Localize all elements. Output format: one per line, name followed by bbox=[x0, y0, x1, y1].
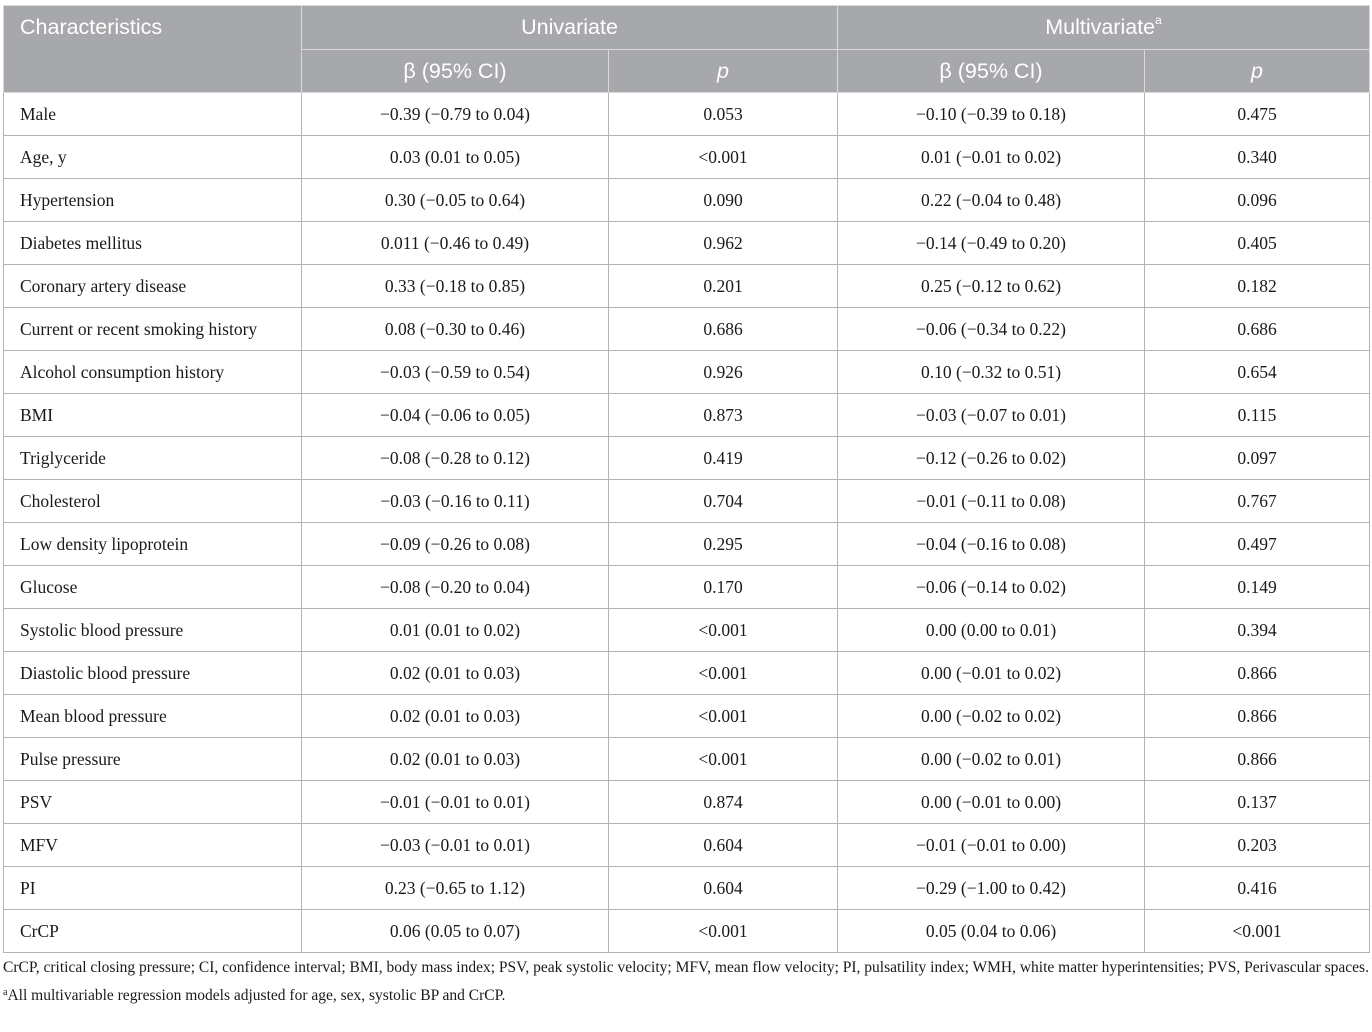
univariate-p-value: 0.053 bbox=[609, 93, 838, 136]
table-row bbox=[4, 910, 1370, 953]
univariate-p-value: 0.926 bbox=[609, 351, 838, 394]
univariate-p-value: 0.604 bbox=[609, 824, 838, 867]
multivariate-p-value: <0.001 bbox=[1145, 910, 1370, 953]
univariate-beta-ci: 0.02 (0.01 to 0.03) bbox=[302, 738, 609, 781]
row-label: CrCP bbox=[4, 910, 302, 953]
univariate-beta-ci: 0.23 (−0.65 to 1.12) bbox=[302, 867, 609, 910]
multivariate-beta-ci: −0.03 (−0.07 to 0.01) bbox=[838, 394, 1145, 437]
multivariate-beta-ci: 0.00 (−0.02 to 0.01) bbox=[838, 738, 1145, 781]
multivariate-beta-ci: −0.10 (−0.39 to 0.18) bbox=[838, 93, 1145, 136]
multivariate-p-value: 0.149 bbox=[1145, 566, 1370, 609]
multivariate-p-value: 0.686 bbox=[1145, 308, 1370, 351]
table-row bbox=[4, 867, 1370, 910]
univariate-beta-ci: −0.03 (−0.16 to 0.11) bbox=[302, 480, 609, 523]
multivariate-beta-ci: −0.01 (−0.01 to 0.00) bbox=[838, 824, 1145, 867]
row-label: Coronary artery disease bbox=[4, 265, 302, 308]
multivariate-p-value: 0.866 bbox=[1145, 695, 1370, 738]
univariate-beta-ci: −0.39 (−0.79 to 0.04) bbox=[302, 93, 609, 136]
multivariate-p-value: 0.497 bbox=[1145, 523, 1370, 566]
table-row bbox=[4, 93, 1370, 136]
multivariate-beta-ci: 0.05 (0.04 to 0.06) bbox=[838, 910, 1145, 953]
header-uni-beta: β (95% CI) bbox=[302, 50, 609, 93]
row-label: Cholesterol bbox=[4, 480, 302, 523]
univariate-beta-ci: 0.33 (−0.18 to 0.85) bbox=[302, 265, 609, 308]
multivariate-beta-ci: −0.29 (−1.00 to 0.42) bbox=[838, 867, 1145, 910]
univariate-beta-ci: 0.02 (0.01 to 0.03) bbox=[302, 652, 609, 695]
univariate-beta-ci: 0.06 (0.05 to 0.07) bbox=[302, 910, 609, 953]
multivariate-beta-ci: −0.12 (−0.26 to 0.02) bbox=[838, 437, 1145, 480]
footnote-abbreviations: CrCP, critical closing pressure; CI, confidence interval; BMI, body mass index; PSV, peak systolic velocity; MFV, mean flow velocity; PI, pulsatility index; WMH, white matter hyperintensities; PVS, Perivascular spaces. bbox=[3, 959, 1369, 976]
multivariate-beta-ci: 0.22 (−0.04 to 0.48) bbox=[838, 179, 1145, 222]
univariate-p-value: 0.170 bbox=[609, 566, 838, 609]
univariate-beta-ci: 0.011 (−0.46 to 0.49) bbox=[302, 222, 609, 265]
multivariate-p-value: 0.767 bbox=[1145, 480, 1370, 523]
univariate-p-value: <0.001 bbox=[609, 652, 838, 695]
multivariate-beta-ci: 0.00 (−0.01 to 0.00) bbox=[838, 781, 1145, 824]
multivariate-p-value: 0.182 bbox=[1145, 265, 1370, 308]
table-row bbox=[4, 136, 1370, 179]
table-header bbox=[4, 6, 1370, 93]
row-label: PSV bbox=[4, 781, 302, 824]
header-multi-beta: β (95% CI) bbox=[838, 50, 1145, 93]
table-row bbox=[4, 824, 1370, 867]
footnote-adjustment bbox=[3, 984, 1369, 1008]
univariate-beta-ci: 0.01 (0.01 to 0.02) bbox=[302, 609, 609, 652]
header-multivariate bbox=[838, 6, 1370, 50]
multivariate-beta-ci: 0.00 (−0.02 to 0.02) bbox=[838, 695, 1145, 738]
table-row bbox=[4, 222, 1370, 265]
row-label: BMI bbox=[4, 394, 302, 437]
row-label: MFV bbox=[4, 824, 302, 867]
univariate-beta-ci: 0.03 (0.01 to 0.05) bbox=[302, 136, 609, 179]
table-row bbox=[4, 652, 1370, 695]
table-row bbox=[4, 695, 1370, 738]
table-body bbox=[4, 93, 1370, 953]
row-label: Current or recent smoking history bbox=[4, 308, 302, 351]
multivariate-p-value: 0.654 bbox=[1145, 351, 1370, 394]
row-label: Systolic blood pressure bbox=[4, 609, 302, 652]
row-label: Mean blood pressure bbox=[4, 695, 302, 738]
header-characteristics: Characteristics bbox=[4, 6, 302, 93]
multivariate-beta-ci: 0.25 (−0.12 to 0.62) bbox=[838, 265, 1145, 308]
multivariate-beta-ci: 0.00 (0.00 to 0.01) bbox=[838, 609, 1145, 652]
univariate-beta-ci: −0.08 (−0.20 to 0.04) bbox=[302, 566, 609, 609]
row-label: Diastolic blood pressure bbox=[4, 652, 302, 695]
table-row bbox=[4, 480, 1370, 523]
header-univariate: Univariate bbox=[302, 6, 838, 50]
univariate-beta-ci: 0.30 (−0.05 to 0.64) bbox=[302, 179, 609, 222]
univariate-p-value: 0.873 bbox=[609, 394, 838, 437]
univariate-p-value: <0.001 bbox=[609, 910, 838, 953]
table-row bbox=[4, 394, 1370, 437]
multivariate-beta-ci: −0.14 (−0.49 to 0.20) bbox=[838, 222, 1145, 265]
univariate-beta-ci: 0.08 (−0.30 to 0.46) bbox=[302, 308, 609, 351]
row-label: Pulse pressure bbox=[4, 738, 302, 781]
univariate-beta-ci: −0.08 (−0.28 to 0.12) bbox=[302, 437, 609, 480]
univariate-beta-ci: −0.01 (−0.01 to 0.01) bbox=[302, 781, 609, 824]
footnote-marker: a bbox=[3, 987, 8, 998]
table-row bbox=[4, 351, 1370, 394]
univariate-beta-ci: 0.02 (0.01 to 0.03) bbox=[302, 695, 609, 738]
multivariate-p-value: 0.866 bbox=[1145, 652, 1370, 695]
multivariate-p-value: 0.475 bbox=[1145, 93, 1370, 136]
header-multi-p: p bbox=[1145, 50, 1370, 93]
multivariate-p-value: 0.416 bbox=[1145, 867, 1370, 910]
row-label: PI bbox=[4, 867, 302, 910]
multivariate-beta-ci: −0.06 (−0.34 to 0.22) bbox=[838, 308, 1145, 351]
row-label: Low density lipoprotein bbox=[4, 523, 302, 566]
header-uni-p: p bbox=[609, 50, 838, 93]
table-row bbox=[4, 523, 1370, 566]
multivariate-p-value: 0.394 bbox=[1145, 609, 1370, 652]
univariate-p-value: 0.419 bbox=[609, 437, 838, 480]
footnote-adjustment-text: All multivariable regression models adjusted for age, sex, systolic BP and CrCP. bbox=[7, 987, 506, 1004]
univariate-p-value: 0.090 bbox=[609, 179, 838, 222]
univariate-beta-ci: −0.09 (−0.26 to 0.08) bbox=[302, 523, 609, 566]
multivariate-beta-ci: 0.01 (−0.01 to 0.02) bbox=[838, 136, 1145, 179]
row-label: Triglyceride bbox=[4, 437, 302, 480]
row-label: Glucose bbox=[4, 566, 302, 609]
univariate-p-value: <0.001 bbox=[609, 738, 838, 781]
header-multivariate-label: Multivariate bbox=[1045, 15, 1156, 39]
header-multivariate-footnote-marker: a bbox=[1155, 13, 1162, 27]
univariate-p-value: <0.001 bbox=[609, 136, 838, 179]
table-row bbox=[4, 609, 1370, 652]
multivariate-beta-ci: −0.06 (−0.14 to 0.02) bbox=[838, 566, 1145, 609]
multivariate-p-value: 0.203 bbox=[1145, 824, 1370, 867]
univariate-p-value: 0.962 bbox=[609, 222, 838, 265]
row-label: Age, y bbox=[4, 136, 302, 179]
univariate-p-value: <0.001 bbox=[609, 609, 838, 652]
row-label: Hypertension bbox=[4, 179, 302, 222]
multivariate-p-value: 0.097 bbox=[1145, 437, 1370, 480]
row-label: Male bbox=[4, 93, 302, 136]
regression-table bbox=[3, 5, 1370, 953]
multivariate-p-value: 0.405 bbox=[1145, 222, 1370, 265]
table-row bbox=[4, 437, 1370, 480]
footnotes bbox=[3, 956, 1369, 1008]
multivariate-beta-ci: −0.04 (−0.16 to 0.08) bbox=[838, 523, 1145, 566]
table-row bbox=[4, 265, 1370, 308]
multivariate-p-value: 0.115 bbox=[1145, 394, 1370, 437]
univariate-beta-ci: −0.03 (−0.01 to 0.01) bbox=[302, 824, 609, 867]
multivariate-p-value: 0.866 bbox=[1145, 738, 1370, 781]
table-row bbox=[4, 179, 1370, 222]
univariate-p-value: 0.874 bbox=[609, 781, 838, 824]
table-row bbox=[4, 781, 1370, 824]
multivariate-p-value: 0.340 bbox=[1145, 136, 1370, 179]
table-row bbox=[4, 566, 1370, 609]
univariate-beta-ci: −0.03 (−0.59 to 0.54) bbox=[302, 351, 609, 394]
univariate-p-value: 0.686 bbox=[609, 308, 838, 351]
row-label: Diabetes mellitus bbox=[4, 222, 302, 265]
multivariate-beta-ci: 0.10 (−0.32 to 0.51) bbox=[838, 351, 1145, 394]
multivariate-p-value: 0.096 bbox=[1145, 179, 1370, 222]
univariate-beta-ci: −0.04 (−0.06 to 0.05) bbox=[302, 394, 609, 437]
row-label: Alcohol consumption history bbox=[4, 351, 302, 394]
univariate-p-value: <0.001 bbox=[609, 695, 838, 738]
univariate-p-value: 0.704 bbox=[609, 480, 838, 523]
table-row bbox=[4, 308, 1370, 351]
univariate-p-value: 0.604 bbox=[609, 867, 838, 910]
univariate-p-value: 0.295 bbox=[609, 523, 838, 566]
univariate-p-value: 0.201 bbox=[609, 265, 838, 308]
multivariate-beta-ci: 0.00 (−0.01 to 0.02) bbox=[838, 652, 1145, 695]
table-row bbox=[4, 738, 1370, 781]
multivariate-beta-ci: −0.01 (−0.11 to 0.08) bbox=[838, 480, 1145, 523]
multivariate-p-value: 0.137 bbox=[1145, 781, 1370, 824]
